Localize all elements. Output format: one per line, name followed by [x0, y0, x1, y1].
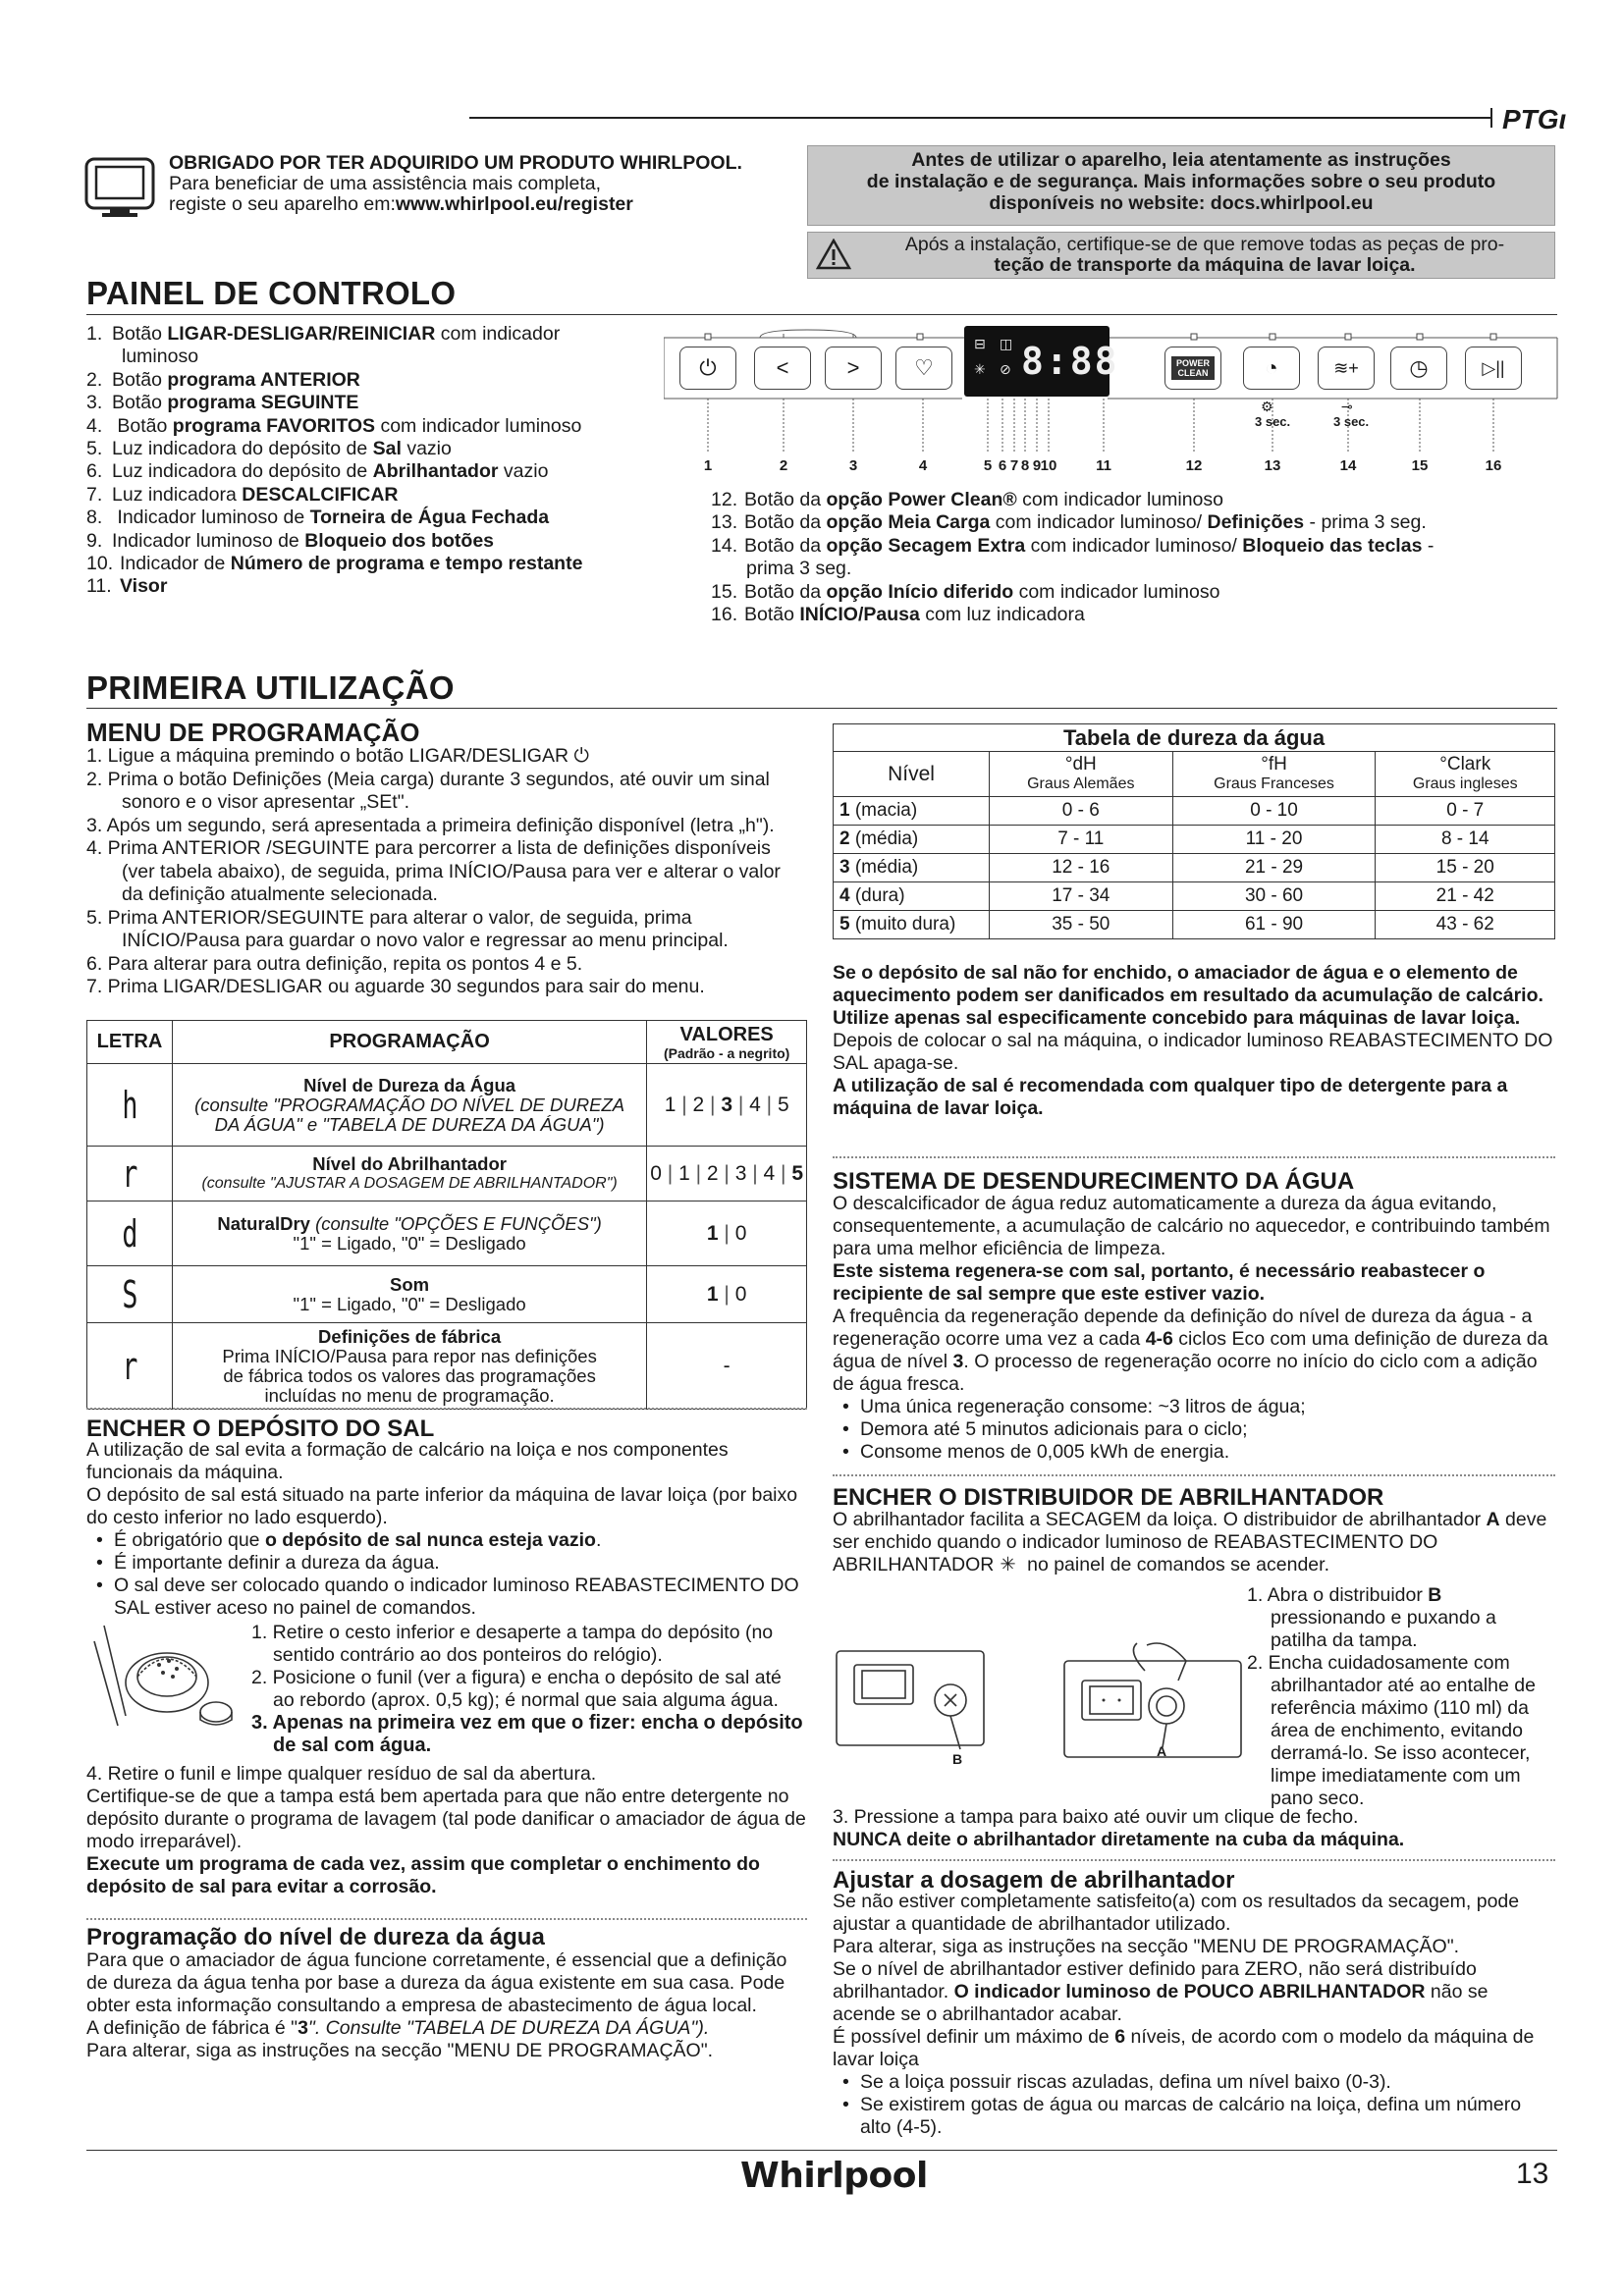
- menu-step: 1. Ligue a máquina premindo o botão LIGAR/DESLIGAR ⏻: [86, 745, 589, 767]
- rinse-text: O abrilhantador facilita a SECAGEM da loiça. O distribuidor de abrilhantador A deve ser enchido quando o indicador luminoso de REABASTECIMENTO DO ABRILHANTADOR ✳ no painel de comandos se acender.: [833, 1509, 1547, 1575]
- label-b: B: [952, 1751, 963, 1767]
- callout-number: 2: [779, 457, 788, 474]
- notice-line: Antes de utilizar o aparelho, leia atentamente as instruções: [911, 149, 1451, 171]
- header-rule: [469, 117, 1490, 119]
- softening-paragraph: A frequência da regeneração depende da definição do nível de dureza da água - a regeneração ocorre uma vez a cada 4-6 ciclos Eco com uma definição de dureza da água de nível 3. O processo de regeneração ocorre no início do ciclo com a adição de água fresca.: [833, 1306, 1548, 1395]
- rinse-steps: [1247, 1584, 1557, 1810]
- hardness-value: 15 - 20: [1376, 854, 1555, 882]
- hardness-value: 12 - 16: [990, 854, 1173, 882]
- rinse-aid-icon: ✳: [1000, 1554, 1016, 1575]
- hardness-paragraph: Para que o amaciador de água funcione corretamente, é essencial que a definição de dureza da água tenha por base a dureza da água existente em sua casa. Pode obter esta informação consultando a empresa de abastecimento de água local.: [86, 1949, 787, 2016]
- softening-bullet: • Demora até 5 minutos adicionais para o ciclo;: [833, 1418, 1555, 1441]
- thanks-line: Para beneficiar de uma assistência mais completa,: [169, 173, 602, 194]
- hardness-note: Se o depósito de sal não for enchido, o amaciador de água e o elemento de aquecimento podem ser danificados em resultado da acumulação de calcário.: [833, 962, 1543, 1006]
- softening-bullet: • Consome menos de 0,005 kWh de energia.: [833, 1441, 1555, 1464]
- panel-list-item: 5. Luz indicadora do depósito de Sal vazio: [86, 438, 452, 460]
- dotted-divider: [833, 1474, 1555, 1476]
- rinse-step: 3. Pressione a tampa para baixo até ouvir um clique de fecho.: [833, 1806, 1359, 1828]
- dosage-paragraph: Se não estiver completamente satisfeito(a) com os resultados da secagem, pode ajustar a quantidade de abrilhantador utilizado.: [833, 1891, 1520, 1935]
- descale-indicator-icon: ✳: [974, 361, 986, 377]
- hardness-row: [834, 854, 1555, 882]
- programming-values: 1 | 0: [647, 1266, 807, 1323]
- salt-indicator-icon: ⊟: [974, 336, 986, 351]
- hardness-level: 3 (média): [834, 854, 990, 882]
- section-title-first-use: PRIMEIRA UTILIZAÇÃO: [86, 669, 455, 706]
- menu-step: 4. Prima ANTERIOR /SEGUINTE para percorrer a lista de definições disponíveis (ver tabela abaixo), de seguida, prima INÍCIO/Pausa para ver e alterar o valor da definição atualmente selecionada.: [86, 837, 781, 905]
- panel-list-left: [86, 323, 666, 599]
- hardness-row: [834, 797, 1555, 826]
- value-separator: |: [760, 1093, 778, 1116]
- programming-description: Definições de fábrica Prima INÍCIO/Pausa para repor nas definições de fábrica todos os valores das programações incluídas no menu de programação.: [172, 1323, 646, 1410]
- notice-line: de instalação e de segurança. Mais informações sobre o seu produto: [866, 171, 1496, 192]
- salt-bullet: • É obrigatório que o depósito de sal nunca esteja vazio.: [86, 1529, 807, 1552]
- value-separator: |: [676, 1093, 693, 1116]
- value-separator: |: [746, 1161, 764, 1185]
- panel-list-item: 8. Indicador luminoso de Torneira de Água Fechada: [86, 507, 550, 529]
- dispenser-image: [833, 1641, 1245, 1779]
- section-rule: [86, 708, 1557, 709]
- register-link[interactable]: www.whirlpool.eu/register: [395, 193, 633, 215]
- hardness-value: 17 - 34: [990, 882, 1173, 911]
- programming-letter: S: [100, 1266, 160, 1323]
- hardness-col-header: °fH Graus Franceses: [1172, 752, 1376, 797]
- salt-step: 1. Retire o cesto inferior e desaperte a tampa do depósito (no sentido contrário ao dos ponteiros do relógio).: [251, 1622, 774, 1666]
- dosage-paragraph: Se o nível de abrilhantador estiver definido para ZERO, não será distribuído abrilhantador. O indicador luminoso de POUCO ABRILHANTADOR não se acende se o abrilhantador acabar.: [833, 1958, 1489, 2025]
- sec-label-settings: 3 sec.: [1255, 414, 1291, 429]
- salt-paragraph: Certifique-se de que a tampa está bem apertada para que não entre detergente no depósito durante o programa de lavagem (tal pode danificar o amaciador de água de modo irreparável).: [86, 1786, 806, 1852]
- callout-number: 4: [918, 457, 928, 474]
- panel-list-item: 16. Botão INÍCIO/Pausa com luz indicadora: [711, 604, 1085, 626]
- hardness-table: [833, 723, 1555, 939]
- dotted-divider: [86, 1918, 807, 1920]
- softening-title: SISTEMA DE DESENDURECIMENTO DA ÁGUA: [833, 1168, 1355, 1195]
- salt-paragraph: O depósito de sal está situado na parte inferior da máquina de lavar loiça (por baixo do cesto inferior no lado esquerdo).: [86, 1484, 798, 1528]
- panel-list-item: 7. Luz indicadora DESCALCIFICAR: [86, 483, 399, 506]
- salt-paragraph: A utilização de sal evita a formação de calcário na loiça e nos componentes funcionais da máquina.: [86, 1439, 729, 1483]
- salt-text-bottom: [86, 1763, 807, 1898]
- salt-step: 4. Retire o funil e limpe qualquer resíduo de sal da abertura.: [86, 1763, 597, 1785]
- panel-list-item: 15. Botão da opção Início diferido com indicador luminoso: [711, 580, 1220, 603]
- delay-start-button[interactable]: ◷: [1390, 347, 1447, 390]
- section-rule: [86, 314, 1557, 315]
- programming-row: [87, 1147, 807, 1201]
- hardness-notes: [833, 962, 1555, 1120]
- monitor-icon: [84, 157, 155, 218]
- panel-list-item: 3. Botão programa SEGUINTE: [86, 392, 359, 414]
- dosage-paragraph: Para alterar, siga as instruções na secção "MENU DE PROGRAMAÇÃO".: [833, 1936, 1460, 1957]
- callout-number: 10: [1040, 457, 1057, 474]
- page-number: 13: [1516, 2158, 1549, 2190]
- hardness-row: [834, 911, 1555, 939]
- value-separator: |: [718, 1282, 735, 1306]
- panel-list-item: 6. Luz indicadora do depósito de Abrilhantador vazio: [86, 460, 549, 483]
- programming-row: [87, 1201, 807, 1266]
- value-separator: |: [704, 1093, 722, 1116]
- value-separator: |: [775, 1161, 792, 1185]
- menu-step: 7. Prima LIGAR/DESLIGAR ou aguarde 30 segundos para sair do menu.: [86, 976, 705, 997]
- panel-list-item: 10. Indicador de Número de programa e tempo restante: [86, 553, 583, 575]
- programming-values: -: [647, 1323, 807, 1410]
- hardness-level: 4 (dura): [834, 882, 990, 911]
- softening-paragraph: O descalcificador de água reduz automaticamente a dureza da água evitando, consequentemente, a acumulação de calcário no aquecedor, e contribuindo também para uma melhor eficiência de limpeza.: [833, 1193, 1550, 1259]
- hardness-value: 21 - 42: [1376, 882, 1555, 911]
- hardness-value: 43 - 62: [1376, 911, 1555, 939]
- hardness-row: [834, 826, 1555, 854]
- callout-number: 1: [703, 457, 713, 474]
- salt-funnel-image: [90, 1622, 238, 1734]
- warning-box: [807, 232, 1555, 279]
- footer-rule: [86, 2150, 1557, 2151]
- hardness-note: Utilize apenas sal especificamente concebido para máquinas de lavar loiça.: [833, 1007, 1521, 1029]
- hardness-value: 11 - 20: [1172, 826, 1376, 854]
- panel-list-item: 13. Botão da opção Meia Carga com indicador luminoso/ Definições - prima 3 seg.: [711, 511, 1427, 534]
- time-display: 8:88: [1021, 340, 1119, 383]
- dosage-title: Ajustar a dosagem de abrilhantador: [833, 1867, 1235, 1894]
- salt-title: ENCHER O DEPÓSITO DO SAL: [86, 1415, 435, 1442]
- value-separator: |: [718, 1161, 735, 1185]
- programming-description: Som "1" = Ligado, "0" = Desligado: [172, 1266, 646, 1323]
- rinse-bottom: [833, 1806, 1555, 1851]
- warning-line: teção de transporte da máquina de lavar loiça.: [994, 254, 1416, 276]
- thanks-title: OBRIGADO POR TER ADQUIRIDO UM PRODUTO WHIRLPOOL.: [169, 152, 742, 174]
- hardness-paragraph: Para alterar, siga as instruções na secção "MENU DE PROGRAMAÇÃO".: [86, 2040, 714, 2061]
- col-letter: LETRA: [87, 1021, 173, 1064]
- hardness-value: 0 - 6: [990, 797, 1173, 826]
- power-clean-button[interactable]: [1164, 347, 1221, 390]
- panel-list-item: 11. Visor: [86, 575, 168, 598]
- hardness-level: 2 (média): [834, 826, 990, 854]
- hardness-prog-title: Programação do nível de dureza da água: [86, 1924, 545, 1950]
- menu-title: MENU DE PROGRAMAÇÃO: [86, 718, 420, 747]
- next-program-button[interactable]: >: [825, 347, 882, 390]
- rinse-aid-indicator-icon: ◫: [1000, 336, 1013, 351]
- section-title-panel: PAINEL DE CONTROLO: [86, 275, 457, 311]
- hardness-note: Depois de colocar o sal na máquina, o indicador luminoso REABASTECIMENTO DO SAL apaga-se.: [833, 1030, 1553, 1074]
- dosage-paragraph: É possível definir um máximo de 6 níveis, de acordo com o modelo da máquina de lavar loiça: [833, 2026, 1535, 2070]
- callout-number: 11: [1096, 457, 1111, 474]
- col-values: VALORES (Padrão - a negrito): [647, 1021, 807, 1064]
- warning-line: Após a instalação, certifique-se de que remove todas as peças de pro-: [904, 234, 1505, 255]
- callout-number: 7: [1009, 457, 1019, 474]
- programming-description: NaturalDry (consulte "OPÇÕES E FUNÇÕES") "1" = Ligado, "0" = Desligado: [172, 1201, 646, 1266]
- hardness-paragraph: A definição de fábrica é "3". Consulte "TABELA DE DUREZA DA ÁGUA").: [86, 2017, 710, 2039]
- notice-box: [807, 145, 1555, 226]
- menu-step: 2. Prima o botão Definições (Meia carga) durante 3 segundos, até ouvir um sinal sonoro e o visor apresentar „SEt".: [86, 768, 770, 813]
- callout-number: 14: [1339, 457, 1357, 474]
- hardness-value: 30 - 60: [1172, 882, 1376, 911]
- warning-triangle-icon: [816, 239, 851, 275]
- hardness-level: 1 (macia): [834, 797, 990, 826]
- thanks-block: [169, 153, 742, 215]
- value-separator: |: [732, 1093, 750, 1116]
- panel-list-item: 1. Botão LIGAR-DESLIGAR/REINICIAR com indicador: [86, 323, 561, 345]
- extra-dry-button[interactable]: ≋+: [1318, 347, 1375, 390]
- hardness-value: 35 - 50: [990, 911, 1173, 939]
- hardness-col-header: °Clark Graus ingleses: [1376, 752, 1555, 797]
- callout-number: 6: [998, 457, 1007, 474]
- salt-steps: [251, 1622, 807, 1757]
- panel-list-item: 4. Botão programa FAVORITOS com indicador luminoso: [86, 414, 582, 437]
- hardness-value: 21 - 29: [1172, 854, 1376, 882]
- panel-list-item: 14. Botão da opção Secagem Extra com indicador luminoso/ Bloqueio das teclas -: [711, 534, 1435, 557]
- salt-step: 2. Posicione o funil (ver a figura) e encha o depósito de sal até ao rebordo (aprox. 0,5 kg); é normal que saia alguma água.: [251, 1667, 782, 1711]
- softening-paragraph: Este sistema regenera-se com sal, portanto, é necessário reabastecer o recipiente de sal sempre que este estiver vazio.: [833, 1260, 1486, 1305]
- power-clean-label: POWER CLEAN: [1171, 356, 1215, 380]
- dotted-divider: [833, 1156, 1555, 1158]
- rinse-step: 2. Encha cuidadosamente com abrilhantador até ao entalhe de referência máximo (110 ml) da área de enchimento, evitando derramá-lo. Se isso acontecer, limpe imediatamente com um pano seco.: [1247, 1652, 1536, 1809]
- favorites-button[interactable]: ♡: [895, 347, 952, 390]
- col-programming: PROGRAMAÇÃO: [172, 1021, 646, 1064]
- panel-list-right: [711, 489, 1575, 626]
- salt-step: 3. Apenas na primeira vez em que o fizer: encha o depósito de sal com água.: [251, 1712, 803, 1756]
- callout-number: 15: [1411, 457, 1429, 474]
- dosage-text: [833, 1891, 1555, 2139]
- label-a: A: [1157, 1743, 1167, 1759]
- callout-number: 13: [1264, 457, 1281, 474]
- programming-letter: d: [100, 1201, 160, 1266]
- value-separator: |: [661, 1161, 679, 1185]
- programming-letter: r: [100, 1147, 160, 1201]
- programming-values: 1 | 2 | 3 | 4 | 5: [647, 1064, 807, 1147]
- menu-step: 6. Para alterar para outra definição, repita os pontos 4 e 5.: [86, 952, 583, 975]
- rinse-step: 1. Abra o distribuidor B pressionando e puxando a patilha da tampa.: [1247, 1584, 1496, 1651]
- whirlpool-logo: Whirlpool: [740, 2156, 928, 2196]
- callout-number: 9: [1032, 457, 1042, 474]
- programming-description: Nível de Dureza da Água (consulte "PROGRAMAÇÃO DO NÍVEL DE DUREZA DA ÁGUA" e "TABELA DE DUREZA DA ÁGUA"): [172, 1064, 646, 1147]
- callout-number: 12: [1185, 457, 1203, 474]
- programming-letter: r: [100, 1323, 160, 1410]
- salt-warning: Execute um programa de cada vez, assim que completar o enchimento do depósito de sal para evitar a corrosão.: [86, 1853, 760, 1897]
- hardness-value: 7 - 11: [990, 826, 1173, 854]
- previous-program-button[interactable]: <: [754, 347, 811, 390]
- hardness-value: 0 - 10: [1172, 797, 1376, 826]
- thanks-line-register: registe o seu aparelho em:www.whirlpool.eu/register: [169, 193, 633, 215]
- col-level: Nível: [834, 752, 990, 797]
- panel-list-item: prima 3 seg.: [746, 558, 852, 580]
- callout-number: 8: [1020, 457, 1030, 474]
- panel-list-item: 12. Botão da opção Power Clean® com indicador luminoso: [711, 489, 1223, 510]
- hardness-value: 0 - 7: [1376, 797, 1555, 826]
- notice-line: disponíveis no website: docs.whirlpool.eu: [989, 192, 1374, 214]
- callout-number: 3: [848, 457, 858, 474]
- hardness-note: A utilização de sal é recomendada com qualquer tipo de detergente para a máquina de lavar loiça.: [833, 1075, 1508, 1119]
- hardness-value: 8 - 14: [1376, 826, 1555, 854]
- header-rule-tick: [1490, 108, 1492, 128]
- hardness-value: 61 - 90: [1172, 911, 1376, 939]
- salt-bullet: • É importante definir a dureza da água.: [86, 1552, 807, 1575]
- rinse-title: ENCHER O DISTRIBUIDOR DE ABRILHANTADOR: [833, 1484, 1384, 1511]
- callout-number: 5: [983, 457, 993, 474]
- program-display: [970, 332, 1119, 391]
- panel-list-item: luminoso: [122, 346, 199, 368]
- softening-text: [833, 1193, 1555, 1464]
- half-load-button[interactable]: ◔: [1243, 347, 1300, 390]
- key-lock-indicator-icon: ⊘: [1000, 361, 1011, 377]
- dotted-divider: [833, 1859, 1555, 1861]
- hardness-row: [834, 882, 1555, 911]
- panel-list-item: 9. Indicador luminoso de Bloqueio dos botões: [86, 529, 495, 552]
- menu-step: 5. Prima ANTERIOR/SEGUINTE para alterar o valor, de seguida, prima INÍCIO/Pausa para guardar o novo valor e regressar ao menu principal.: [86, 906, 729, 951]
- panel-list-item: 2. Botão programa ANTERIOR: [86, 368, 360, 391]
- programming-row: [87, 1064, 807, 1147]
- value-separator: |: [718, 1221, 735, 1245]
- control-panel-diagram: [664, 324, 1567, 474]
- start-pause-button[interactable]: ▷||: [1465, 347, 1522, 390]
- salt-bullet: • O sal deve ser colocado quando o indicador luminoso REABASTECIMENTO DO SAL estiver aceso no painel de comandos.: [86, 1575, 807, 1620]
- hardness-col-header: °dH Graus Alemães: [990, 752, 1173, 797]
- settings-icon: ⚙: [1261, 399, 1273, 414]
- value-separator: |: [689, 1161, 707, 1185]
- rinse-warning: NUNCA deite o abrilhantador diretamente na cuba da máquina.: [833, 1829, 1405, 1850]
- salt-text: [86, 1439, 807, 1620]
- programming-row: [87, 1323, 807, 1410]
- sec-label-lock: 3 sec.: [1333, 414, 1370, 429]
- programming-values: 0 | 1 | 2 | 3 | 4 | 5: [647, 1147, 807, 1201]
- dosage-bullet: • Se a loiça possuir riscas azuladas, defina um nível baixo (0-3).: [833, 2071, 1555, 2094]
- programming-letter: h: [100, 1064, 160, 1147]
- dotted-divider: [86, 1408, 807, 1410]
- programming-values: 1 | 0: [647, 1201, 807, 1266]
- programming-row: [87, 1266, 807, 1323]
- power-button[interactable]: ⏻: [679, 347, 736, 390]
- dosage-bullet: • Se existirem gotas de água ou marcas de calcário na loiça, defina um número alto (4-5).: [833, 2094, 1555, 2139]
- hardness-table-title: Tabela de dureza da água: [834, 724, 1555, 752]
- programming-description: Nível do Abrilhantador (consulte "AJUSTAR A DOSAGEM DE ABRILHANTADOR"): [172, 1147, 646, 1201]
- menu-step: 3. Após um segundo, será apresentada a primeira definição disponível (letra „h").: [86, 814, 775, 836]
- callout-number: 16: [1485, 457, 1502, 474]
- language-code: PTGι: [1502, 104, 1567, 134]
- key-icon: ⊸: [1341, 399, 1353, 414]
- hardness-prog-text: [86, 1949, 807, 2062]
- menu-steps: [86, 745, 807, 999]
- programming-table: [86, 1020, 807, 1410]
- hardness-level: 5 (muito dura): [834, 911, 990, 939]
- softening-bullet: • Uma única regeneração consome: ~3 litros de água;: [833, 1396, 1555, 1418]
